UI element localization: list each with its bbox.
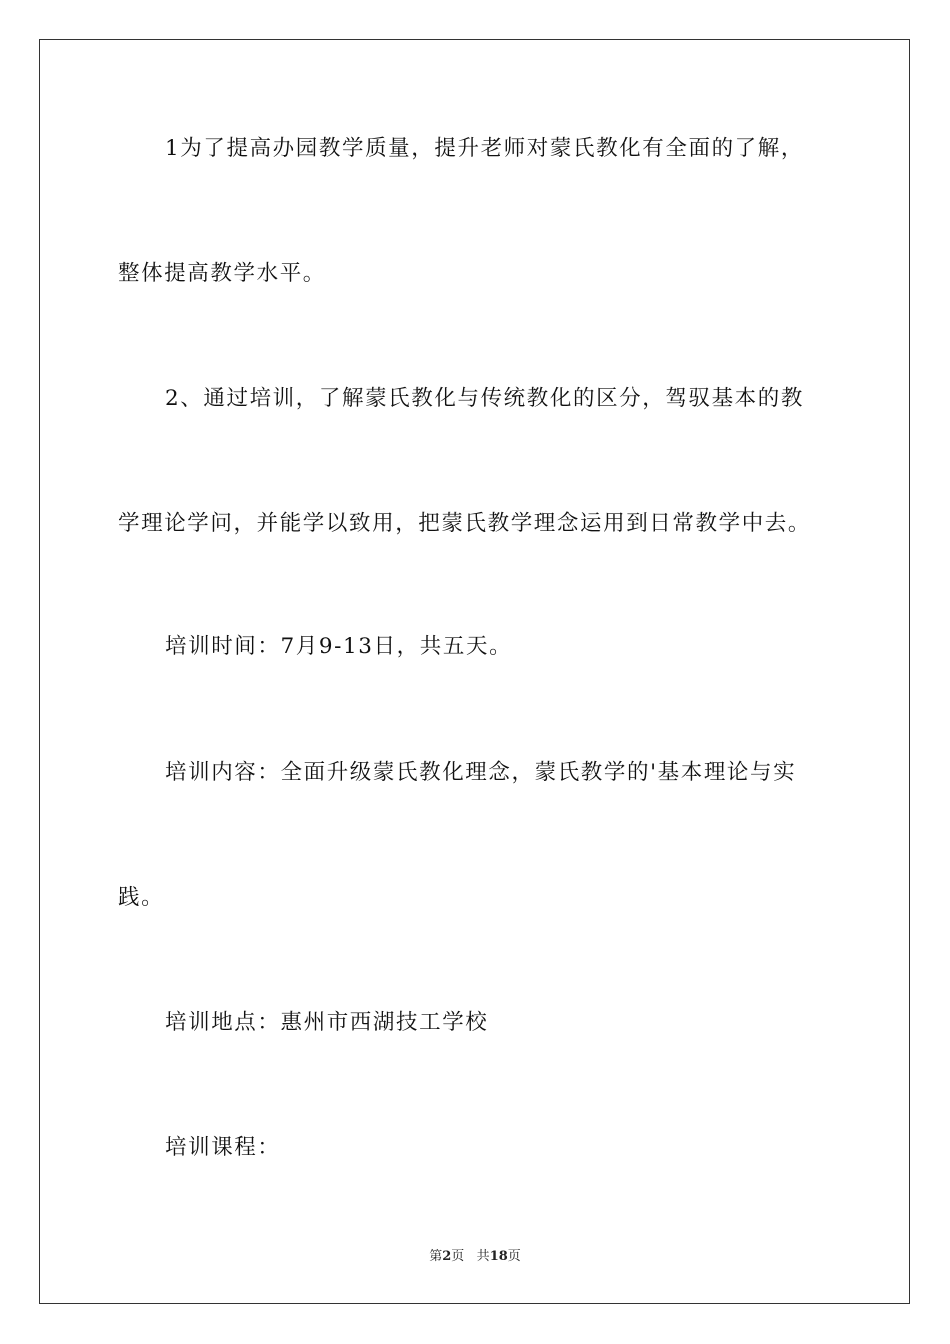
footer-page-number: 2 <box>442 1249 452 1264</box>
footer-total-pages: 18 <box>489 1249 508 1264</box>
footer-page-suffix: 页 <box>451 1249 465 1264</box>
page-frame <box>39 39 910 1304</box>
paragraph-line-3: 2、通过培训，了解蒙氏教化与传统教化的区分，驾驭基本的教 <box>165 386 804 411</box>
paragraph-line-4: 学理论学问，并能学以致用，把蒙氏教学理念运用到日常教学中去。 <box>118 511 812 536</box>
training-content-line: 培训内容：全面升级蒙氏教化理念，蒙氏教学的'基本理论与实 <box>165 760 797 785</box>
training-time-line: 培训时间：7月9-13日，共五天。 <box>165 634 513 659</box>
training-content-line-2: 践。 <box>118 885 165 910</box>
footer-total-suffix: 页 <box>507 1249 521 1264</box>
training-location-line: 培训地点：惠州市西湖技工学校 <box>165 1010 489 1035</box>
footer-total-prefix: 共 <box>476 1249 490 1264</box>
training-course-line: 培训课程： <box>165 1135 281 1160</box>
paragraph-line-2: 整体提高教学水平。 <box>118 261 326 286</box>
paragraph-line-1: 1为了提高办园教学质量，提升老师对蒙氏教化有全面的了解， <box>165 136 804 161</box>
page-footer <box>0 1248 950 1266</box>
footer-page-prefix: 第 <box>429 1249 443 1264</box>
